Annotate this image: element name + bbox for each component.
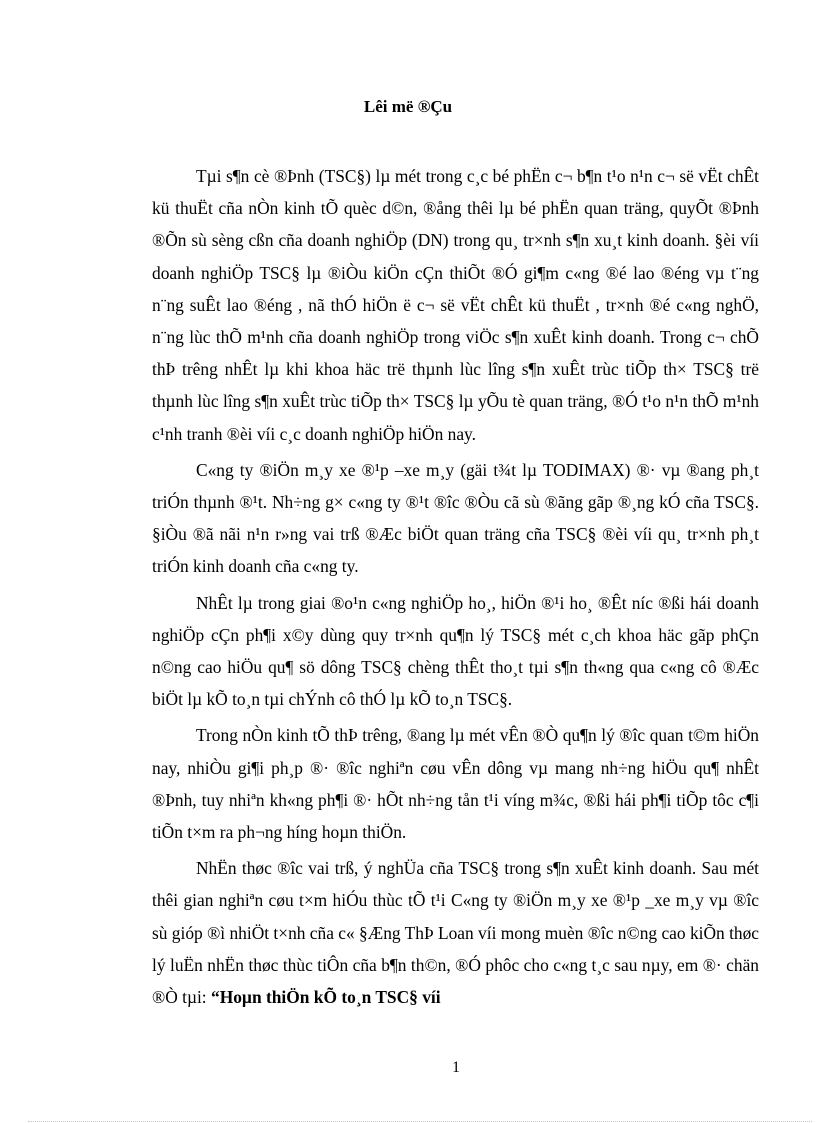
paragraph: NhÊt lµ trong giai ®o¹n c«ng nghiÖp ho¸, hiÖn ®¹i ho¸ ®Êt níc ®ßi hái doanh nghiÖp cÇn ph¶i x©y dùng quy tr×nh qu¶n lý TSC§ mét c¸ch khoa häc gãp phÇn n©ng cao hiÖu qu¶ sö dông TSC§ chèng thÊt tho¸t tµi s¶n th«ng qua c«ng cô ®Æc biÖt lµ kÕ to¸n tµi chÝnh cô thÓ lµ kÕ to¸n TSC§.: [152, 592, 759, 710]
paragraph: Trong nÒn kinh tÕ thÞ trêng, ®ang lµ mét vÊn ®Ò qu¶n lý ®îc quan t©m hiÖn nay, nhiÒu gi¶i ph¸p ®· ®îc nghiªn cøu vÊn dông vµ mang nh÷ng hiÖu qu¶ nhÊt ®Þnh, tuy nhiªn kh«ng ph¶i ®· hÕt nh÷ng tån t¹i víng m¾c, ®ßi hái ph¶i tiÕp tôc c¶i tiÕn t×m ra ph¬ng híng hoµn thiÖn.: [152, 725, 759, 843]
paragraph: C«ng ty ®iÖn m¸y xe ®¹p –xe m¸y (gäi t¾t lµ TODIMAX) ®· vµ ®ang ph¸t triÓn thµnh ®¹t. Nh÷ng g× c«ng ty ®¹t ®îc ®Òu cã sù ®ãng gãp ®¸ng kÓ cña TSC§. §iÒu ®ã nãi n¹n r»ng vai trß ®Æc biÖt quan träng cña TSC§ ®èi víi qu¸ tr×nh ph¸t triÓn kinh doanh cña c«ng ty.: [152, 459, 759, 577]
paragraph-last: [152, 852, 759, 1013]
footer-divider: [28, 1121, 812, 1122]
document-title: Lêi më ®Çu: [363, 97, 453, 116]
document-body: [152, 160, 759, 1017]
paragraph: Tµi s¶n cè ®Þnh (TSC§) lµ mét trong c¸c bé phËn c¬ b¶n t¹o n¹n c¬ së vËt chÊt kü thuËt cña nÒn kinh tÕ quèc d©n, ®ång thêi lµ bé phËn quan träng, quyÕt ®Þnh ®Õn sù sèng cßn cña doanh nghiÖp (DN) trong qu¸ tr×nh s¶n xu¸t kinh doanh. §èi víi doanh nghiÖp TSC§ lµ ®iÒu kiÖn cÇn thiÕt ®Ó gi¶m c«ng ®é lao ®éng vµ t¨ng n¨ng suÊt lao ®éng , nã thÓ hiÖn ë c¬ së vËt chÊt kü thuËt , tr×nh ®é c«ng nghÖ, n¨ng lùc thÕ m¹nh cña doanh nghiÖp trong viÖc s¶n xuÊt kinh doanh. Trong c¬ chÕ thÞ trêng nhÊt lµ khi khoa häc trë thµnh lùc lîng s¶n xuÊt trùc tiÕp th× TSC§ trë thµnh lùc lîng s¶n xuÊt trùc tiÕp th× TSC§ lµ yÕu tè quan träng, ®Ó t¹o n¹n thÕ m¹nh c¹nh tranh ®èi víi c¸c doanh nghiÖp hiÖn nay.: [152, 166, 759, 444]
page-number: 1: [452, 1059, 460, 1076]
topic-title: “Hoµn thiÖn kÕ to¸n TSC§ víi: [211, 987, 441, 1008]
paragraph-text: NhËn thøc ®îc vai trß, ý nghÜa cña TSC§ trong s¶n xuÊt kinh doanh. Sau mét thêi gian nghiªn cøu t×m hiÓu thùc tÕ t¹i C«ng ty ®iÖn m¸y xe ®¹p _xe m¸y vµ ®îc sù gióp ®ì nhiÖt t×nh cña c« §Æng ThÞ Loan víi mong muèn ®îc n©ng cao kiÕn thøc lý luËn nhËn thøc thùc tiÔn cña b¶n th©n, ®Ó phôc cho c«ng t¸c sau nµy, em ®· chän ®Ò tµi:: [152, 858, 760, 1008]
